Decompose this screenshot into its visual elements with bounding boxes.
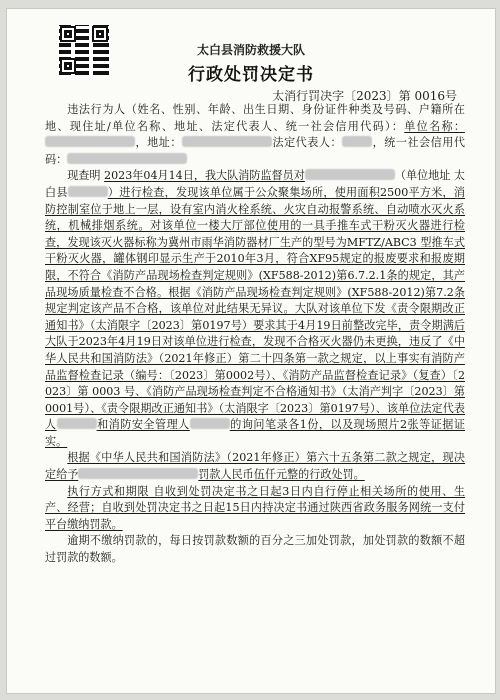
decision-document <box>6 8 496 694</box>
execution-text: 执行方式和期限 自收到处罚决定书之日起3日内自行停止相关场所的使用、生产、经营；自收到处罚决定书之日起15日内持决定书通过陕西省政务服务网统一支付平台缴纳罚款。 <box>45 484 465 531</box>
redacted-legal-rep <box>57 418 97 429</box>
address-label: ，地址： <box>135 136 182 150</box>
facts-address-prefix: （单位地址 太白县 <box>45 169 466 199</box>
document-title: 行政处罚决定书 <box>188 65 314 85</box>
decision-text-2: 罚款人民币伍仟元整的行政处罚。 <box>198 468 365 482</box>
facts-evidence: 的询问笔录各1份，以及现场照片2张等证据证实。 <box>45 418 465 448</box>
document-number: 太消行罚决字〔2023〕第 0016号 <box>272 89 457 103</box>
late-penalty-text: 逾期不缴纳罚款的，每日按罚款数额的百分之三加处罚款，加处罚款的数额不超过罚款的数额。 <box>45 534 465 565</box>
redacted-representative <box>342 136 372 147</box>
facts-date: 2023年04月14日，我大队消防监督员对 <box>104 169 305 183</box>
party-label: 违法行为人（姓名、性别、年龄、出生日期、身份证件种类及号码、户籍所在地、现住址/单位名称、地址、法定代表人、统一社会信用代码）： <box>45 103 465 133</box>
facts-safety-mgr-prefix: 和消防安全管理人 <box>96 418 190 432</box>
redacted-safety-manager <box>190 418 230 429</box>
redacted-unit-address <box>68 186 108 197</box>
redacted-address <box>182 136 272 147</box>
rep-label: 法定代表人： <box>271 136 343 150</box>
party-paragraph: 违法行为人（姓名、性别、年龄、出生日期、身份证件种类及号码、户籍所在地、现住址/单位名称、地址、法定代表人、统一社会信用代码）：单位名称：，地址： 法定代表人： ，统一社会信用代码： <box>45 103 465 166</box>
redacted-unit-name <box>45 136 135 147</box>
redacted-penalized-unit <box>78 468 198 479</box>
execution-paragraph <box>45 484 465 534</box>
late-penalty-paragraph <box>45 533 465 566</box>
document-body <box>45 102 465 567</box>
facts-lead: 现查明 <box>67 169 101 183</box>
decision-text-1: 根据《中华人民共和国消防法》（2021年修正）第六十五条第二款之规定，现决定给予 <box>45 451 465 482</box>
facts-main: ）进行检查，发现该单位属于公众聚集场所，使用面积2500平方米，消防控制室位于地上一层，设有室内消火栓系统、火灾自动报警系统、自动喷水灭火系统，机械排烟系统。对该单位一楼大厅部位使用的一具手推车式干粉灭火器进行检查，发现该灭火器标称为冀州市雨华消防器材厂生产的型号为MFTZ/ABC3 型推车式干粉灭火器，罐体钢印显示生产于2010年3月，符合XF95规定的报废要求和报废期限，不符合《消防产品现场检查判定规则》(XF588-2012)第6.7.2.1条的规定，其产品现场质量检查不合格。根据《消防产品现场检查判定规则》(XF588-2012)第7.2条规定判定该产品不合格，该单位对此结果无异议。大队对该单位下发《责令限期改正通知书》（太消限字〔2023〕第0197号）要求其于4月19日前整改完毕，责令期满后大队于2023年4月19日对该单位进行检查，发现不合格灭火器仍未更换，违反了《中华人民共和国消防法》（2021年修正）第二十四条第一款之规定，以上事实有消防产品监督检查记录（编号：〔2023〕第0002号）、《消防产品监督检查记录》（复查）〔2023〕第 0003 号、《消防产品现场检查判定不合格通知书》（太消产判字〔2023〕第0001号）、《责令限期改正通知书》（太消限字〔2023〕第0197号）、该单位法定代表人 <box>45 185 465 432</box>
facts-paragraph <box>45 168 465 450</box>
redacted-inspected-unit <box>305 169 395 180</box>
issuing-agency: 太白县消防救援大队 <box>196 43 305 57</box>
unit-label: 单位名称： <box>404 119 465 133</box>
decision-paragraph <box>45 450 465 483</box>
redacted-credit-code <box>67 153 187 164</box>
